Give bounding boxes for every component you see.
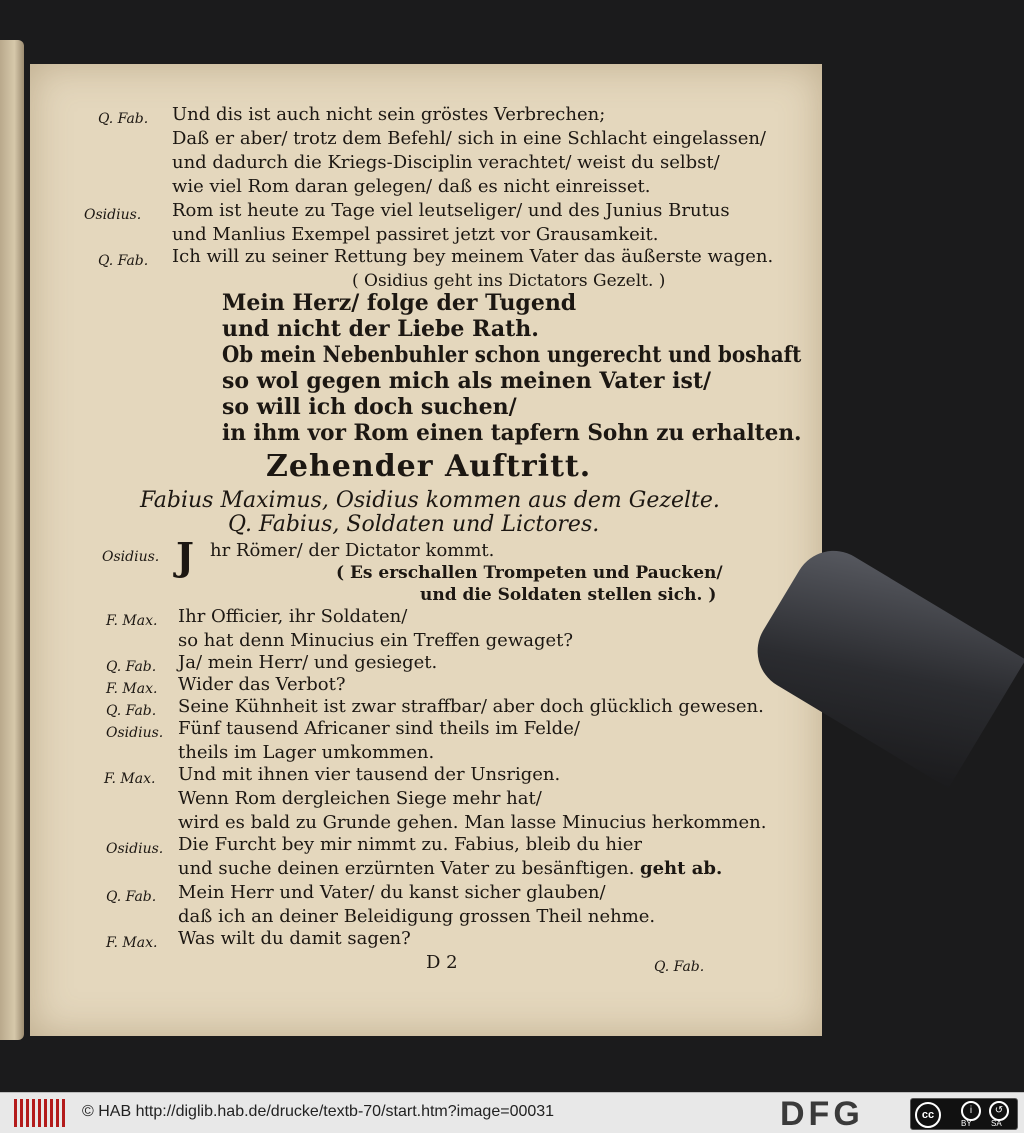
share-alike-icon: ↺ (989, 1101, 1009, 1121)
text-line: und Manlius Exempel passiret jetzt vor Grausamkeit. (172, 224, 659, 245)
text-line: Ich will zu seiner Rettung bey meinem Vater das äußerste wagen. (172, 246, 774, 267)
stage-direction: ( Es erschallen Trompeten und Paucken/ (336, 563, 723, 583)
text-line: daß ich an deiner Beleidigung grossen Theil nehme. (178, 906, 656, 927)
speaker-label: Q. Fab. (106, 659, 157, 675)
speaker-label: Osidius. (102, 549, 160, 565)
text-line: Daß er aber/ trotz dem Befehl/ sich in eine Schlacht eingelassen/ (172, 128, 766, 149)
text-line: Wenn Rom dergleichen Siege mehr hat/ (178, 788, 542, 809)
text-line: so hat denn Minucius ein Treffen gewaget? (178, 630, 574, 651)
cc-icon: cc (915, 1102, 941, 1128)
text-line: Wider das Verbot? (178, 674, 346, 695)
verse-line: in ihm vor Rom einen tapfern Sohn zu erhalten. (222, 420, 802, 446)
speaker-label: Q. Fab. (98, 253, 149, 269)
text-line: Ja/ mein Herr/ und gesieget. (178, 652, 438, 673)
text-line: und suche deinen erzürnten Vater zu besänftigen. (178, 858, 635, 879)
text-line: Die Furcht bey mir nimmt zu. Fabius, bleib du hier (178, 834, 642, 855)
text-line: Seine Kühnheit ist zwar straffbar/ aber doch glücklich gewesen. (178, 696, 764, 717)
text-line: Und mit ihnen vier tausend der Unsrigen. (178, 764, 561, 785)
speaker-label: Osidius. (84, 207, 142, 223)
text-line: theils im Lager umkommen. (178, 742, 435, 763)
text-line: hr Römer/ der Dictator kommt. (210, 540, 495, 561)
adjacent-page-edge (0, 40, 24, 1040)
footer-bar (0, 1092, 1024, 1133)
speaker-label: Q. Fab. (98, 111, 149, 127)
scene-characters: Fabius Maximus, Osidius kommen aus dem Gezelte. (140, 488, 720, 513)
text-line: Und dis ist auch nicht sein gröstes Verbrechen; (172, 104, 606, 125)
text-line: Mein Herr und Vater/ du kanst sicher glauben/ (178, 882, 606, 903)
scene-heading: Zehender Auftritt. (266, 449, 592, 484)
drop-cap: J (176, 534, 194, 579)
text-line: wie viel Rom daran gelegen/ daß es nicht einreisset. (172, 176, 651, 197)
cc-license-badge[interactable] (910, 1098, 1018, 1130)
by-label: BY (961, 1119, 972, 1128)
verse-line: so wol gegen mich als meinen Vater ist/ (222, 368, 712, 394)
stage-direction: geht ab. (640, 858, 723, 879)
text-line: Ihr Officier, ihr Soldaten/ (178, 606, 408, 627)
speaker-label: Osidius. (106, 841, 164, 857)
stage-direction: ( Osidius geht ins Dictators Gezelt. ) (352, 271, 666, 291)
verse-line: so will ich doch suchen/ (222, 394, 517, 420)
text-line: wird es bald zu Grunde gehen. Man lasse Minucius herkommen. (178, 812, 767, 833)
verse-line: Ob mein Nebenbuhler schon ungerecht und boshaft (222, 342, 802, 368)
catchword: Q. Fab. (654, 959, 705, 975)
text-line: Rom ist heute zu Tage viel leutseliger/ und des Junius Brutus (172, 200, 730, 221)
stage-direction: und die Soldaten stellen sich. ) (420, 585, 717, 605)
text-line: Fünf tausend Africaner sind theils im Felde/ (178, 718, 580, 739)
person-icon: i (961, 1101, 981, 1121)
speaker-label: Q. Fab. (106, 703, 157, 719)
speaker-label: F. Max. (104, 771, 156, 787)
sa-label: SA (991, 1119, 1002, 1128)
speaker-label: F. Max. (106, 613, 158, 629)
dfg-logo: DFG (780, 1095, 864, 1133)
speaker-label: Q. Fab. (106, 889, 157, 905)
speaker-label: F. Max. (106, 935, 158, 951)
book-page (30, 64, 822, 1036)
hab-logo-icon (14, 1099, 66, 1127)
source-credit: © HAB http://diglib.hab.de/drucke/textb-70/start.htm?image=00031 (82, 1103, 555, 1120)
text-line: und dadurch die Kriegs-Disciplin verachtet/ weist du selbst/ (172, 152, 720, 173)
text-line: Was wilt du damit sagen? (178, 928, 411, 949)
verse-line: Mein Herz/ folge der Tugend (222, 290, 577, 316)
speaker-label: F. Max. (106, 681, 158, 697)
page-signature: D 2 (426, 952, 458, 973)
verse-line: und nicht der Liebe Rath. (222, 316, 539, 342)
scene-characters: Q. Fabius, Soldaten und Lictores. (228, 512, 600, 537)
speaker-label: Osidius. (106, 725, 164, 741)
